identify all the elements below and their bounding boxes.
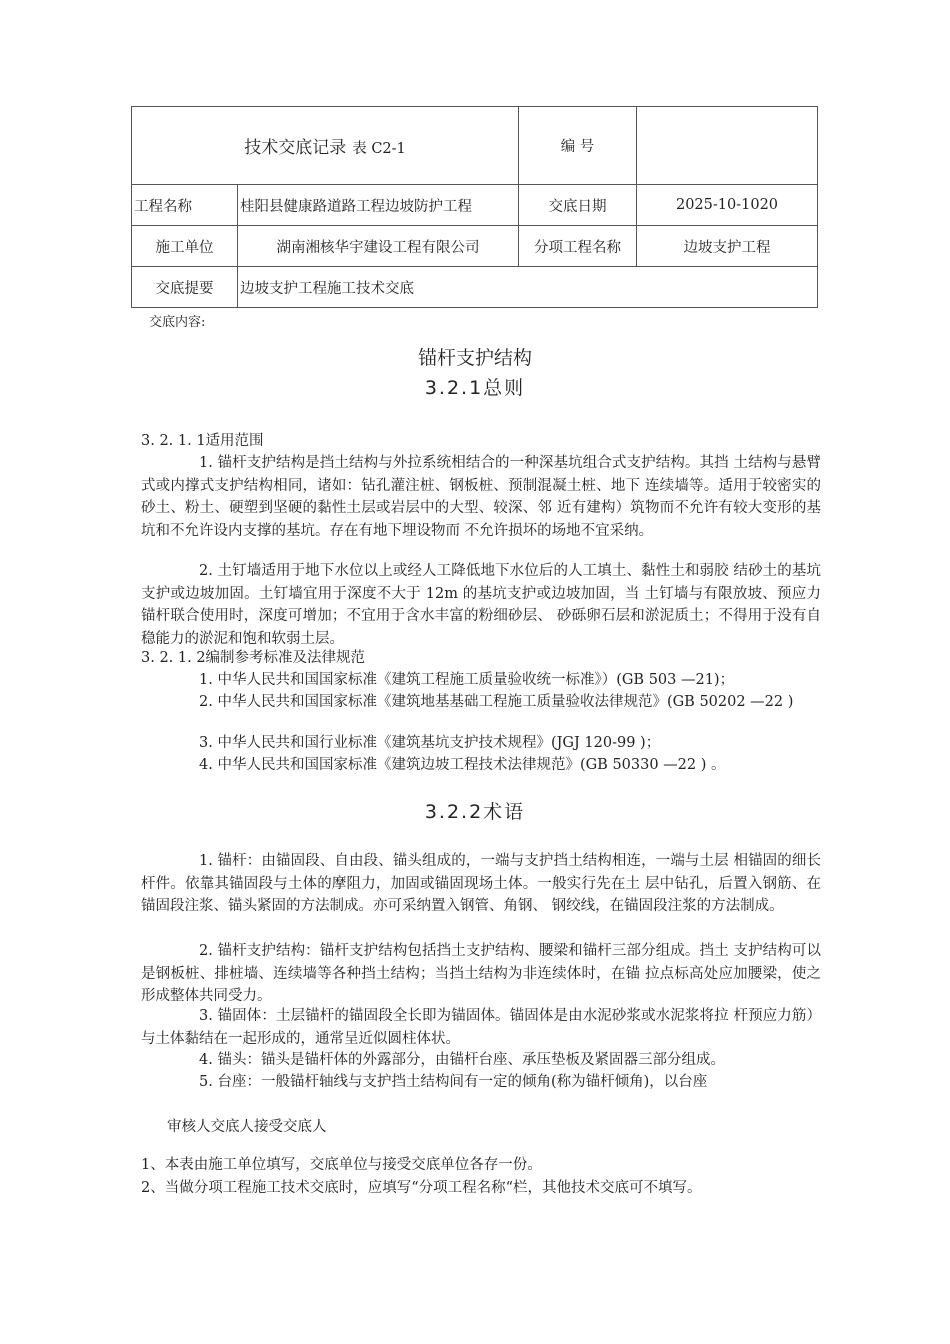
reference-2: 2. 中华人民共和国国家标准《建筑地基基础工程施工质量验收法律规范》(GB 50202 —22 ): [199, 694, 794, 710]
paragraph-1-1-1: 1. 锚杆支护结构是挡土结构与外拉系统相结合的一种深基坑组合式支护结构。其挡 土结构与悬臂式或内撑式支护结构相同，诸如：钻孔灌注桩、钢板桩、预制混凝土桩、地下 连续墙等。适用于较密实的砂土、粉土、硬塑到坚硬的黏性土层或岩层中的大型、较深、邻 近有建构）筑物而不允许有较大变形的基坑和不允许设内支撑的基坑。存在有地下埋设物而 不允许损坏的场地不宜采纳。: [141, 455, 821, 539]
number-label: 编 号: [519, 107, 637, 185]
reference-1: 1. 中华人民共和国国家标准《建筑工程施工质量验收统一标准》）(GB 503 —21)；: [199, 672, 735, 688]
note-1: 1、本表由施工单位填写，交底单位与接受交底单位各存一份。: [141, 1157, 542, 1173]
reference-3: 3. 中华人民共和国行业标准《建筑基坑支护技术规程》(JGJ 120-99 )；: [199, 735, 661, 751]
term-pedestal: 5. 台座：一般锚杆轴线与支护挡土结构间有一定的倾角(称为锚杆倾角)，以台座: [199, 1074, 708, 1090]
term-anchor: 1. 锚杆：由锚固段、自由段、锚头组成的，一端与支护挡土结构相连，一端与土层 相锚固的细长杆件。依靠其锚固段与土体的摩阻力，加固或锚固现场土体。一般实行先在土 层中钻孔，后置入钢筋、在锚固段注浆、锚头紧固的方法制成。亦可采纳置入钢管、角钢、 钢绞线，在锚固段注浆的方法制成。: [141, 853, 821, 915]
subproject-label: 分项工程名称: [519, 226, 637, 267]
form-number: 表 C2-1: [352, 141, 406, 157]
subsection-1-1: 3. 2. 1. 1适用范围: [141, 433, 264, 449]
project-name-label: 工程名称: [132, 185, 238, 226]
form-title-cell: [132, 107, 519, 185]
paragraph-1-1-2: 2. 土钉墙适用于地下水位以上或经人工降低地下水位后的人工填土、黏性土和弱胶 结砂土的基坑支护或边坡加固。土钉墙宜用于深度不大于 12m 的基坑支护或边坡加固，当 土钉墙与有限放坡、预应力锚杆联合使用时，深度可增加；不宜用于含水丰富的粉细砂层、 砂砾卵石层和淤泥质土；不得用于没有自稳能力的淤泥和饱和软弱土层。: [141, 563, 821, 647]
reference-4: 4. 中华人民共和国国家标准《建筑边坡工程技术法律规范》(GB 50330 —22 ) 。: [199, 757, 726, 773]
signatures: 审核人交底人接受交底人: [167, 1119, 327, 1135]
main-heading: 锚杆支护结构: [417, 347, 532, 369]
subproject-value: 边坡支护工程: [637, 226, 818, 267]
term-anchor-support: 2. 锚杆支护结构：锚杆支护结构包括挡土支护结构、腰梁和锚杆三部分组成。挡土 支护结构可以是钢板桩、排桩墙、连续墙等各种挡土结构；当挡土结构为非连续体时，在锚 拉点标高处应加腰梁，使之形成整体共同受力。: [141, 943, 821, 1005]
summary-label: 交底提要: [132, 267, 238, 308]
date-label: 交底日期: [519, 185, 637, 226]
term-anchor-body: 3. 锚固体：土层锚杆的锚固段全长即为锚固体。锚固体是由水泥砂浆或水泥浆将拉 杆预应力筋）与土体黏结在一起形成的，通常呈近似圆柱体状。: [141, 1008, 821, 1047]
number-value: [637, 107, 818, 185]
subsection-1-2: 3. 2. 1. 2编制参考标准及法律规范: [141, 650, 366, 666]
note-2: 2、当做分项工程施工技术交底时，应填写“分项工程名称“栏，其他技术交底可不填写。: [141, 1180, 702, 1196]
project-name-value: 桂阳县健康路道路工程边坡防护工程: [238, 185, 519, 226]
contractor-value: 湖南湘核华宇建设工程有限公司: [238, 226, 519, 267]
section-2-title: 3.2.2术语: [424, 801, 526, 823]
form-title: 技术交底记录: [244, 138, 347, 158]
date-value: 2025-10-1020: [637, 185, 818, 226]
contractor-label: 施工单位: [132, 226, 238, 267]
summary-value: 边坡支护工程施工技术交底: [238, 267, 818, 308]
content-label: 交底内容:: [149, 315, 206, 330]
header-table: [131, 106, 818, 308]
term-anchor-head: 4. 锚头：锚头是锚杆体的外露部分，由锚杆台座、承压垫板及紧固器三部分组成。: [199, 1052, 725, 1068]
section-1-title: 3.2.1总则: [424, 377, 526, 399]
